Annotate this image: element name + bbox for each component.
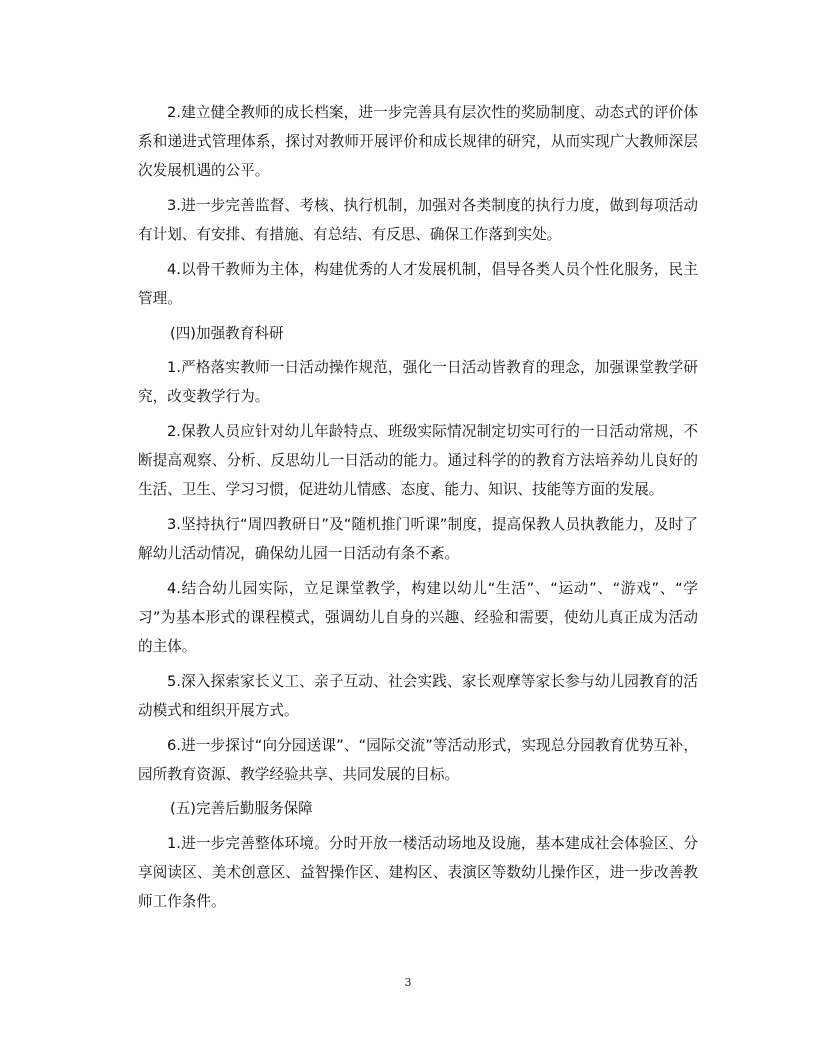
paragraph-daily-activity-norms: 1.严格落实教师一日活动操作规范，强化一日活动皆教育的理念，加强课堂教学研究，改变教学行为。 <box>138 359 698 406</box>
document-body <box>138 98 698 922</box>
paragraph-supervision-mechanism: 3.进一步完善监督、考核、执行机制，加强对各类制度的执行力度，做到每项活动有计划、有安排、有措施、有总结、有反思、确保工作落到实处。 <box>138 197 698 244</box>
paragraph-branch-exchange: 6.进一步探讨“向分园送课”、“园际交流”等活动形式，实现总分园教育优势互补，园所教育资源、教学经验共享、共同发展的目标。 <box>138 736 698 783</box>
paragraph-curriculum-model: 4.结合幼儿园实际，立足课堂教学，构建以幼儿“生活”、“运动”、“游戏”、“学习”为基本形式的课程模式，强调幼儿自身的兴趣、经验和需要，使幼儿真正成为活动的主体。 <box>138 579 698 656</box>
section-heading-research: (四)加强教育科研 <box>170 324 284 342</box>
section-heading-logistics: (五)完善后勤服务保障 <box>170 800 313 818</box>
paragraph-age-characteristics: 2.保教人员应针对幼儿年龄特点、班级实际情况制定切实可行的一日活动常规，不断提高观察、分析、反思幼儿一日活动的能力。通过科学的的教育方法培养幼儿良好的生活、卫生、学习习惯，促进幼儿情感、态度、能力、知识、技能等方面的发展。 <box>138 422 698 499</box>
paragraph-teacher-growth-archive: 2.建立健全教师的成长档案，进一步完善具有层次性的奖励制度、动态式的评价体系和递进式管理体系，探讨对教师开展评价和成长规律的研究，从而实现广大教师深层次发展机遇的公平。 <box>138 104 698 180</box>
paragraph-environment-improvement: 1.进一步完善整体环境。分时开放一楼活动场地及设施，基本建成社会体验区、分享阅读区、美术创意区、益智操作区、建构区、表演区等数幼儿操作区，进一步改善教师工作条件。 <box>138 834 698 911</box>
page-number: 3 <box>404 976 412 989</box>
paragraph-parent-participation: 5.深入探索家长义工、亲子互动、社会实践、家长观摩等家长参与幼儿园教育的活动模式和组织开展方式。 <box>138 672 698 719</box>
paragraph-thursday-research-day: 3.坚持执行“周四教研日”及“随机推门听课”制度，提高保教人员执教能力，及时了解幼儿活动情况，确保幼儿园一日活动有条不紊。 <box>138 515 698 563</box>
paragraph-backbone-teachers: 4.以骨干教师为主体，构建优秀的人才发展机制，倡导各类人员个性化服务，民主管理。 <box>138 260 698 307</box>
